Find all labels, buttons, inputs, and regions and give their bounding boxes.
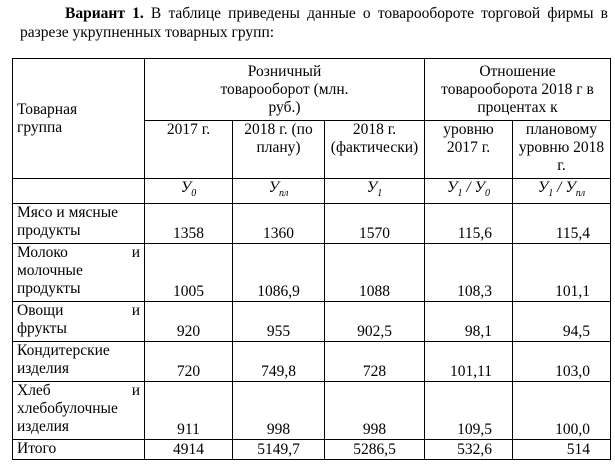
table-row (13, 382, 611, 440)
value-cell: 5286,5 (325, 440, 425, 460)
value-cell: 920 (145, 302, 233, 342)
row-name: Хлеб и хлебобулочные изделия (13, 382, 145, 440)
symbol-cell: $У_0$ (145, 179, 233, 204)
value-cell: 115,4 (513, 204, 611, 244)
value-cell: 1088 (325, 244, 425, 302)
value-cell: 1005 (145, 244, 233, 302)
value-cell: 103,0 (513, 342, 611, 382)
value-cell: 94,5 (513, 302, 611, 342)
ratio-header: Отношение товарооборота 2018 г в процентах к (425, 59, 611, 121)
row-name: Молоко и молочные продукты (13, 244, 145, 302)
table-row (13, 204, 611, 244)
col-2017: 2017 г. (145, 121, 233, 179)
value-cell: 1570 (325, 204, 425, 244)
table-row (13, 342, 611, 382)
col-ratio-2017: уровню 2017 г. (425, 121, 513, 179)
value-cell: 728 (325, 342, 425, 382)
value-cell: 998 (325, 382, 425, 440)
table-row (13, 440, 611, 460)
symbol-empty-cell (13, 179, 145, 204)
retail-turnover-header: Розничный товарооборот (млн. руб.) (145, 59, 425, 121)
value-cell: 1086,9 (233, 244, 325, 302)
row-name: Мясо и мясные продукты (13, 204, 145, 244)
value-cell: 955 (233, 302, 325, 342)
value-cell: 109,5 (425, 382, 513, 440)
variant-label: Вариант 1. (65, 5, 144, 22)
value-cell: 749,8 (233, 342, 325, 382)
value-cell: 5149,7 (233, 440, 325, 460)
row-name: Овощи и фрукты (13, 302, 145, 342)
symbol-cell: $У_1 / У_0$ (425, 179, 513, 204)
table-row (13, 244, 611, 302)
col-2018-plan: 2018 г. (по плану) (233, 121, 325, 179)
value-cell: 911 (145, 382, 233, 440)
value-cell: 1358 (145, 204, 233, 244)
task-intro (20, 4, 608, 42)
value-cell: 100,0 (513, 382, 611, 440)
row-name: Итого (13, 440, 145, 460)
symbol-cell: $У_{пл}$ (233, 179, 325, 204)
value-cell: 532,6 (425, 440, 513, 460)
table-row (13, 302, 611, 342)
value-cell: 101,1 (513, 244, 611, 302)
value-cell: 1360 (233, 204, 325, 244)
value-cell: 720 (145, 342, 233, 382)
symbol-cell: $У_1$ (325, 179, 425, 204)
value-cell: 902,5 (325, 302, 425, 342)
row-name: Кондитерские изделия (13, 342, 145, 382)
col-2018-actual: 2018 г. (фактически) (325, 121, 425, 179)
value-cell: 101,11 (425, 342, 513, 382)
col-ratio-plan: плановому уровню 2018 г. (513, 121, 611, 179)
value-cell: 514 (513, 440, 611, 460)
value-cell: 115,6 (425, 204, 513, 244)
symbol-cell: $У_1 / У_{пл}$ (513, 179, 611, 204)
value-cell: 108,3 (425, 244, 513, 302)
value-cell: 998 (233, 382, 325, 440)
intro-text: В таблице приведены данные о товарообороте торговой фирмы в разрезе укрупненных товарных групп: (20, 5, 608, 41)
value-cell: 4914 (145, 440, 233, 460)
value-cell: 98,1 (425, 302, 513, 342)
product-group-header: Товарная группа (13, 59, 145, 179)
turnover-table (12, 58, 611, 460)
